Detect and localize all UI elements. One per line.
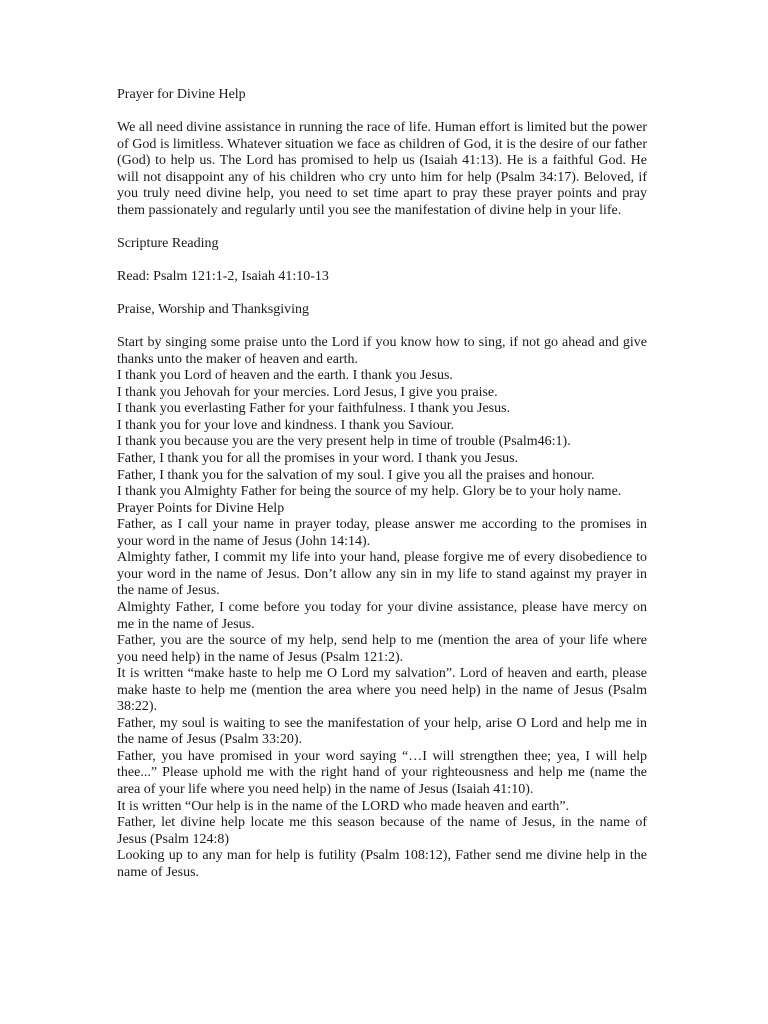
prayer-point: Looking up to any man for help is futility (Psalm 108:12), Father send me divine help in the name of Jesus. <box>117 848 647 880</box>
prayer-point: Almighty father, I commit my life into your hand, please forgive me of every disobedience to your word in the name of Jesus. Don’t allow any sin in my life to stand against my prayer in the name of Jesus. <box>117 550 647 599</box>
prayer-point: It is written “Our help is in the name of the LORD who made heaven and earth”. <box>117 798 570 814</box>
praise-intro-paragraph: Start by singing some praise unto the Lord if you know how to sing, if not go ahead and give thanks unto the maker of heaven and earth. <box>117 335 647 367</box>
prayer-point: Father, let divine help locate me this season because of the name of Jesus, in the name of Jesus (Psalm 124:8) <box>117 815 647 847</box>
thanksgiving-list <box>117 368 647 500</box>
thanksgiving-line: I thank you Almighty Father for being the source of my help. Glory be to your holy name. <box>117 484 622 500</box>
prayer-point: Father, you have promised in your word saying “…I will strengthen thee; yea, I will help thee...” Please uphold me with the right hand of your righteousness and help me (name the area of your life where you need help) in the name of Jesus (Isaiah 41:10). <box>117 748 647 797</box>
thanksgiving-line: Father, I thank you for all the promises in your word. I thank you Jesus. <box>117 451 519 467</box>
reading-reference: Read: Psalm 121:1-2, Isaiah 41:10-13 <box>117 269 329 285</box>
prayer-points-list <box>117 517 647 881</box>
praise-heading: Praise, Worship and Thanksgiving <box>117 302 310 318</box>
document-page <box>117 87 647 881</box>
prayer-point: Father, you are the source of my help, send help to me (mention the area of your life where you need help) in the name of Jesus (Psalm 121:2). <box>117 633 647 665</box>
thanksgiving-line: I thank you because you are the very present help in time of trouble (Psalm46:1). <box>117 434 571 450</box>
thanksgiving-line: I thank you for your love and kindness. I thank you Saviour. <box>117 417 455 433</box>
prayer-point: Father, my soul is waiting to see the manifestation of your help, arise O Lord and help me in the name of Jesus (Psalm 33:20). <box>117 715 647 748</box>
thanksgiving-line: Father, I thank you for the salvation of my soul. I give you all the praises and honour. <box>117 467 595 483</box>
thanksgiving-line: I thank you Jehovah for your mercies. Lord Jesus, I give you praise. <box>117 384 498 400</box>
document-title: Prayer for Divine Help <box>117 87 246 102</box>
prayer-points-heading: Prayer Points for Divine Help <box>117 500 285 516</box>
thanksgiving-line: I thank you everlasting Father for your faithfulness. I thank you Jesus. <box>117 401 511 417</box>
prayer-point: Almighty Father, I come before you today for your divine assistance, please have mercy on me in the name of Jesus. <box>117 599 647 632</box>
prayer-point: Father, as I call your name in prayer today, please answer me according to the promises in your word in the name of Jesus (John 14:14). <box>117 517 647 549</box>
scripture-reading-heading: Scripture Reading <box>117 235 219 251</box>
intro-paragraph: We all need divine assistance in running the race of life. Human effort is limited but the power of God is limitless. Whatever situation we face as children of God, it is the desire of our father (God) to help us. The Lord has promised to help us (Isaiah 41:13). He is a faithful God. He will not disappoint any of his children who cry unto him for help (Psalm 34:17). Beloved, if you truly need divine help, you need to set time apart to pray these prayer points and pray them passionately and regularly until you see the manifestation of divine help in your life. <box>117 120 647 218</box>
thanksgiving-line: I thank you Lord of heaven and the earth. I thank you Jesus. <box>117 368 453 384</box>
prayer-point: It is written “make haste to help me O Lord my salvation”. Lord of heaven and earth, please make haste to help me (mention the area where you need help) in the name of Jesus (Psalm 38:22). <box>117 666 647 715</box>
